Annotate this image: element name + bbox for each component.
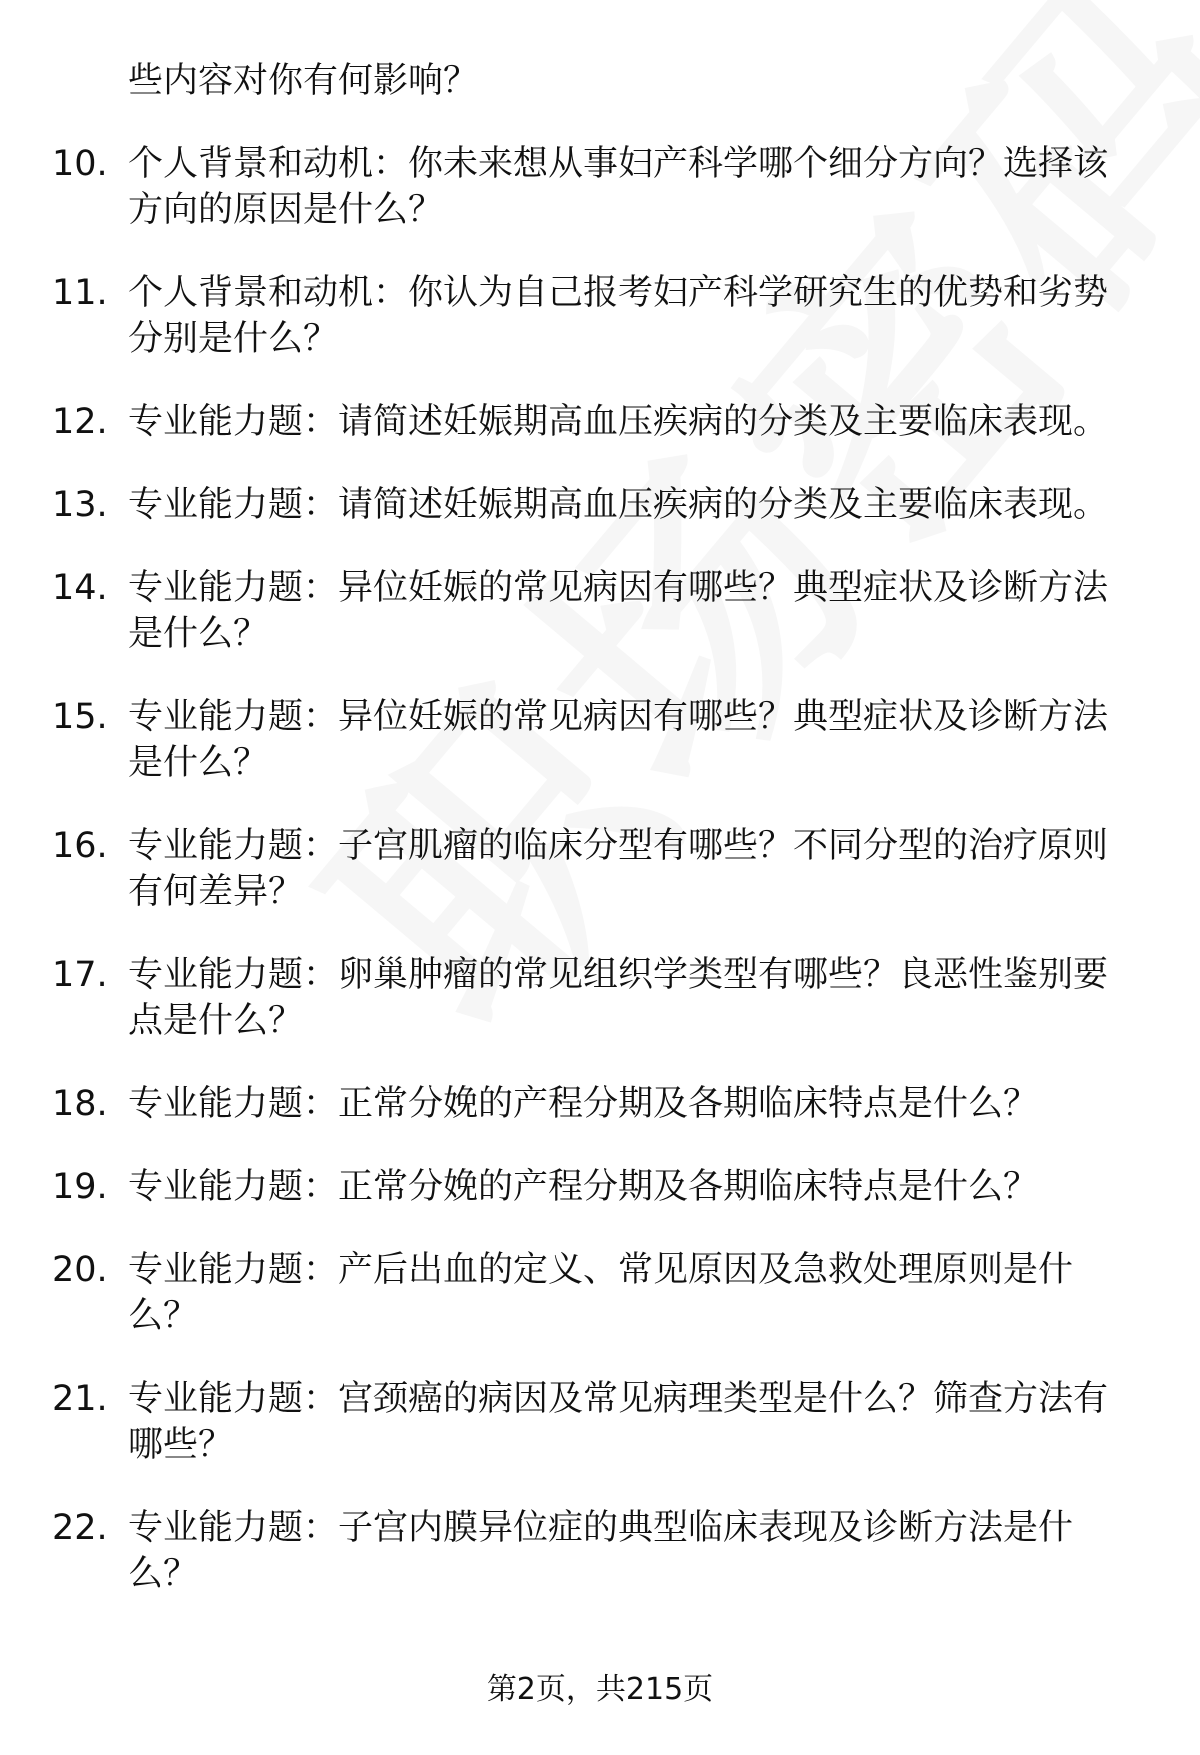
question-number: 22. — [52, 1508, 108, 1548]
question-text: 专业能力题：请简述妊娠期高血压疾病的分类及主要临床表现。 — [128, 402, 1109, 442]
page-footer: 第2页，共215页 — [486, 1672, 714, 1707]
question-continuation — [0, 58, 1200, 104]
question-text: 专业能力题：子宫肌瘤的临床分型有哪些？不同分型的治疗原则有何差异？ — [128, 826, 1109, 912]
question-text: 专业能力题：子宫内膜异位症的典型临床表现及诊断方法是什么？ — [128, 1508, 1074, 1594]
question-text: 个人背景和动机：你未来想从事妇产科学哪个细分方向？选择该方向的原因是什么？ — [128, 144, 1109, 230]
question-text: 专业能力题：请简述妊娠期高血压疾病的分类及主要临床表现。 — [128, 485, 1109, 525]
question-item — [0, 1164, 1200, 1210]
question-item — [0, 1247, 1200, 1339]
question-item — [0, 141, 1200, 233]
question-number: 21. — [52, 1379, 108, 1419]
question-number: 14. — [52, 568, 108, 608]
question-number: 16. — [52, 826, 108, 866]
question-number: 17. — [52, 955, 108, 995]
question-number: 13. — [52, 485, 108, 525]
question-item — [0, 1376, 1200, 1468]
question-number: 18. — [52, 1084, 108, 1124]
question-list — [0, 58, 1200, 1634]
question-text: 专业能力题：异位妊娠的常见病因有哪些？典型症状及诊断方法是什么？ — [128, 568, 1109, 654]
question-text: 些内容对你有何影响？ — [128, 61, 479, 101]
question-item — [0, 270, 1200, 362]
question-number: 15. — [52, 697, 108, 737]
question-item — [0, 1505, 1200, 1597]
question-text: 专业能力题：产后出血的定义、常见原因及急救处理原则是什么？ — [128, 1250, 1074, 1336]
question-item — [0, 482, 1200, 528]
question-number: 10. — [52, 144, 108, 184]
question-text: 专业能力题：宫颈癌的病因及常见病理类型是什么？筛查方法有哪些？ — [128, 1379, 1109, 1465]
question-item — [0, 399, 1200, 445]
question-item — [0, 694, 1200, 786]
question-number: 11. — [52, 273, 108, 313]
question-text: 专业能力题：正常分娩的产程分期及各期临床特点是什么？ — [128, 1167, 1039, 1207]
question-text: 专业能力题：卵巢肿瘤的常见组织学类型有哪些？良恶性鉴别要点是什么？ — [128, 955, 1109, 1041]
question-text: 专业能力题：异位妊娠的常见病因有哪些？典型症状及诊断方法是什么？ — [128, 697, 1109, 783]
question-item — [0, 1081, 1200, 1127]
question-number: 12. — [52, 402, 108, 442]
question-item — [0, 823, 1200, 915]
question-item — [0, 565, 1200, 657]
question-text: 个人背景和动机：你认为自己报考妇产科学研究生的优势和劣势分别是什么？ — [128, 273, 1109, 359]
question-text: 专业能力题：正常分娩的产程分期及各期临床特点是什么？ — [128, 1084, 1039, 1124]
question-number: 19. — [52, 1167, 108, 1207]
question-item — [0, 952, 1200, 1044]
question-number: 20. — [52, 1250, 108, 1290]
